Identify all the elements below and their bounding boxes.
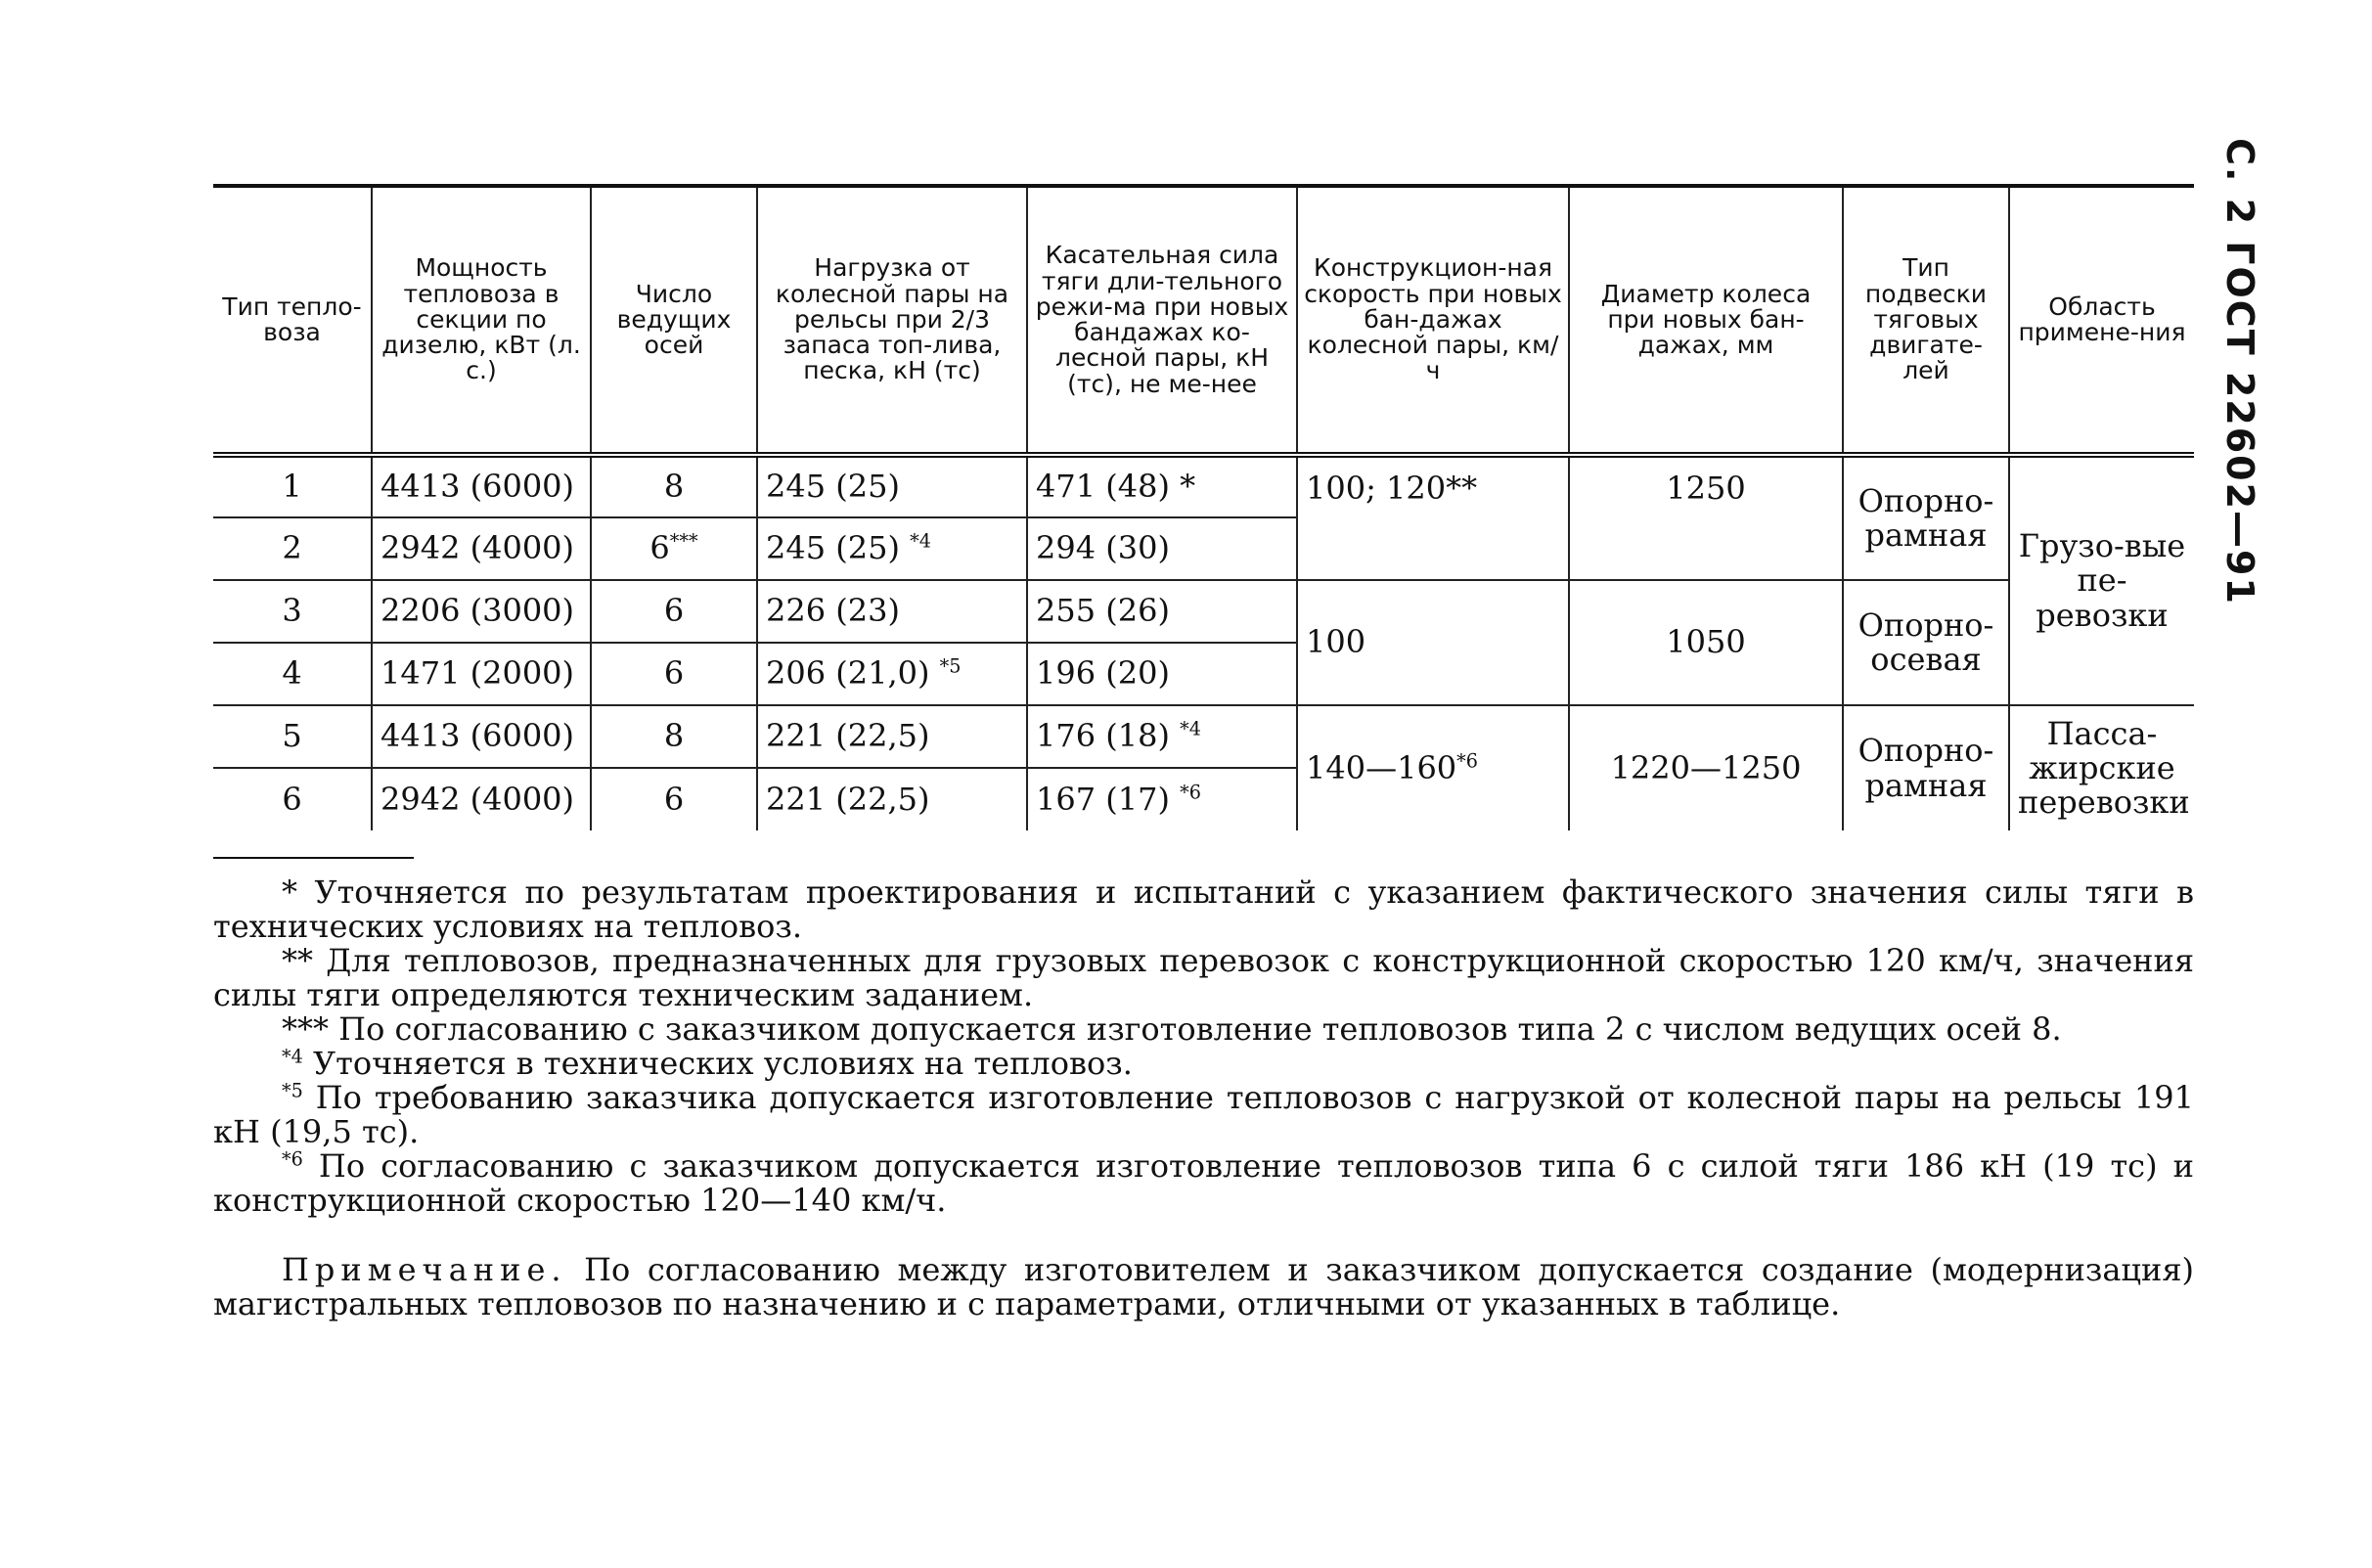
- cell-diameter-group-1: 1250: [1569, 455, 1843, 580]
- cell-power: 2942 (4000): [372, 517, 591, 580]
- cell-axles: 8: [591, 705, 757, 768]
- speed-value: 140—160: [1306, 748, 1457, 786]
- cell-force: 196 (20): [1027, 643, 1297, 705]
- cell-load: [757, 517, 1027, 580]
- cell-power: 2206 (3000): [372, 580, 591, 643]
- page-header-text: С. 2 ГОСТ 22602—91: [2218, 138, 2261, 605]
- footnotes: [213, 875, 2194, 1322]
- cell-axles: 8: [591, 455, 757, 517]
- footnote: [213, 1081, 2194, 1149]
- cell-type: 2: [213, 517, 372, 580]
- cell-power: 2942 (4000): [372, 768, 591, 830]
- note: [213, 1253, 2194, 1322]
- footnote-ref: ***: [669, 529, 698, 553]
- footnote-mark: *6: [282, 1147, 303, 1171]
- footnote-mark: *5: [282, 1079, 303, 1102]
- cell-force: [1027, 455, 1297, 517]
- cell-type: 4: [213, 643, 372, 705]
- cell-power: 4413 (6000): [372, 455, 591, 517]
- footnote: [213, 875, 2194, 944]
- table-row: [213, 455, 2194, 517]
- cell-axles: [591, 517, 757, 580]
- header-power: Мощность тепловоза в секции по дизелю, кВт (л. с.): [372, 186, 591, 455]
- cell-type: 6: [282, 780, 302, 818]
- cell-axles: 6: [591, 768, 757, 830]
- cell-type: 5: [213, 705, 372, 768]
- footnote-ref: *: [1180, 468, 1196, 506]
- axles-value: 6: [649, 529, 670, 567]
- cell-speed-group-2: 100: [1297, 580, 1569, 705]
- page-header: [2186, 138, 2294, 605]
- footnote-text: По требованию заказчика допускается изготовление тепловозов с нагрузкой от колесной пары на рельсы 191 кН (19,5 тс).: [213, 1079, 2195, 1150]
- footnote-text: Уточняется по результатам проектирования и испытаний с указанием фактического значения силы тяги в технических условиях на тепловоз.: [213, 874, 2195, 945]
- cell-force: 294 (30): [1027, 517, 1297, 580]
- cell-load: 221 (22,5): [757, 705, 1027, 768]
- footnote: [213, 1012, 2194, 1047]
- note-text: По согласованию между изготовителем и заказчиком допускается создание (модернизация) магистральных тепловозов по назначению и с параметрами, отличными от указанных в таблице.: [213, 1251, 2195, 1322]
- cell-suspension-group-1: Опорно-рамная: [1843, 455, 2009, 580]
- header-area: Область примене-ния: [2009, 186, 2194, 455]
- footnote: [213, 1149, 2194, 1218]
- header-type: Тип тепло-воза: [213, 186, 372, 455]
- cell-axles: 6: [591, 643, 757, 705]
- footnote-ref: *4: [1180, 717, 1201, 740]
- cell-force: [1027, 705, 1297, 768]
- force-value: 167 (17): [1036, 780, 1170, 818]
- load-value: 245 (25): [766, 529, 900, 567]
- footnote-ref: *5: [939, 654, 962, 678]
- footnote-mark: *: [282, 874, 297, 911]
- locomotive-spec-table: [213, 184, 2194, 830]
- cell-load: 221 (22,5): [757, 768, 1027, 830]
- cell-diameter-group-2: 1050: [1569, 580, 1843, 705]
- cell-type: 1: [213, 455, 372, 517]
- cell-axles: 6: [591, 580, 757, 643]
- footnote-ref: *6: [1180, 781, 1201, 804]
- footnote-ref: *6: [1456, 749, 1478, 773]
- cell-force: [1027, 768, 1297, 830]
- cell-load: 245 (25): [757, 455, 1027, 517]
- cell-power: 4413 (6000): [372, 705, 591, 768]
- cell-diameter-group-3: 1220—1250: [1569, 705, 1843, 830]
- footnote: [213, 944, 2194, 1012]
- cell-type: 3: [213, 580, 372, 643]
- header-axles: Число ведущих осей: [591, 186, 757, 455]
- footnote: [213, 1047, 2194, 1081]
- force-value: 176 (18): [1036, 717, 1170, 755]
- cell-power: 1471 (2000): [372, 643, 591, 705]
- footnote-text: По согласованию с заказчиком допускается изготовление тепловозов типа 2 с числом ведущих осей 8.: [338, 1010, 2062, 1048]
- footnote-text: По согласованию с заказчиком допускается изготовление тепловозов типа 6 с силой тяги 186 кН (19 тс) и конструкционной скоростью 120—140 км/ч.: [213, 1147, 2195, 1219]
- cell-load: 226 (23): [757, 580, 1027, 643]
- force-value: 471 (48): [1036, 468, 1170, 506]
- cell-speed-group-1: 100; 120**: [1297, 455, 1569, 580]
- cell-suspension-group-3: Опорно-рамная: [1843, 705, 2009, 830]
- footnote-text: Уточняется в технических условиях на тепловоз.: [312, 1045, 1133, 1082]
- table-row: [213, 580, 2194, 643]
- header-force: Касательная сила тяги дли-тельного режи-ма при новых бандажах ко-лесной пары, кН (тс), не ме-нее: [1027, 186, 1297, 455]
- load-value: 206 (21,0): [766, 654, 930, 693]
- cell-load: [757, 643, 1027, 705]
- header-diameter: Диаметр колеса при новых бан-дажах, мм: [1569, 186, 1843, 455]
- footnote-text: Для тепловозов, предназначенных для грузовых перевозок с конструкционной скоростью 120 км/ч, значения силы тяги определяются техническим заданием.: [213, 942, 2195, 1013]
- footnote-mark: **: [282, 942, 313, 979]
- footnote-mark: *4: [282, 1045, 303, 1068]
- cell-speed-group-3: [1297, 705, 1569, 830]
- header-load: Нагрузка от колесной пары на рельсы при 2/3 запаса топ-лива, песка, кН (тс): [757, 186, 1027, 455]
- note-label: Примечание.: [282, 1251, 567, 1288]
- cell-force: 255 (26): [1027, 580, 1297, 643]
- table-row: [213, 705, 2194, 768]
- footnote-divider: [213, 857, 414, 859]
- cell-area-freight: Грузо-вые пе-ревозки: [2009, 455, 2194, 705]
- cell-suspension-group-2: Опорно-осевая: [1843, 580, 2009, 705]
- footnote-ref: *4: [910, 529, 931, 553]
- header-suspension: Тип подвески тяговых двигате-лей: [1843, 186, 2009, 455]
- footnote-mark: ***: [282, 1010, 329, 1048]
- table-header-row: [213, 186, 2194, 455]
- cell-area-passenger: Пасса-жирские перевозки: [2009, 705, 2194, 830]
- header-speed: Конструкцион-ная скорость при новых бан-дажах колесной пары, км/ч: [1297, 186, 1569, 455]
